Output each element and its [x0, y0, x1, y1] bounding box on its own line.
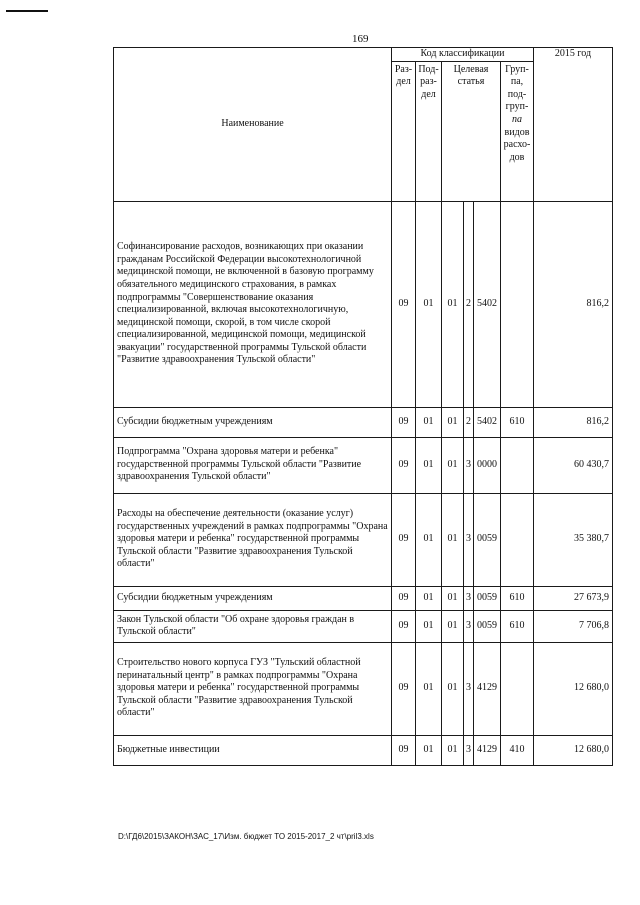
row-subsection: 01: [416, 735, 442, 765]
row-target-part2: 2: [464, 407, 474, 437]
header-expense-group-tail: видов расхо- дов: [503, 126, 531, 163]
row-target-part2: 3: [464, 586, 474, 610]
row-target-part1: 01: [442, 437, 464, 493]
row-target-part3: 0059: [474, 586, 501, 610]
row-section: 09: [392, 735, 416, 765]
row-subsection: 01: [416, 642, 442, 735]
row-target-part2: 2: [464, 201, 474, 407]
header-expense-group: [501, 61, 534, 201]
table-row: [114, 201, 613, 407]
row-target-part3: 5402: [474, 407, 501, 437]
row-target-part2: 3: [464, 642, 474, 735]
row-target-part3: 0000: [474, 437, 501, 493]
row-target-part1: 01: [442, 407, 464, 437]
row-amount: 7 706,8: [534, 610, 613, 642]
table-row: [114, 735, 613, 765]
row-amount: 27 673,9: [534, 586, 613, 610]
row-target-part1: 01: [442, 735, 464, 765]
row-target-part2: 3: [464, 493, 474, 586]
row-name: Бюджетные инвестиции: [114, 735, 392, 765]
row-subsection: 01: [416, 407, 442, 437]
row-subsection: 01: [416, 493, 442, 586]
row-target-part2: 3: [464, 437, 474, 493]
row-amount: 816,2: [534, 407, 613, 437]
row-subsection: 01: [416, 201, 442, 407]
header-year: 2015 год: [534, 48, 613, 202]
row-target-part3: 0059: [474, 610, 501, 642]
header-code-group: Код классификации: [392, 48, 534, 62]
row-name: Закон Тульской области "Об охране здоровья граждан в Тульской области": [114, 610, 392, 642]
row-name: Подпрограмма "Охрана здоровья матери и ребенка" государственной программы Тульской области "Развитие здравоохранения Тульской области": [114, 437, 392, 493]
header-name-cell: [114, 48, 392, 202]
top-rule: [6, 10, 48, 12]
row-target-part2: 3: [464, 735, 474, 765]
row-expense-group: [501, 201, 534, 407]
row-section: 09: [392, 610, 416, 642]
row-amount: 60 430,7: [534, 437, 613, 493]
footer-file-path: D:\ГД6\2015\ЗАКОН\ЗАС_17\Изм. бюджет ТО 2015-2017_2 чт\pril3.xls: [118, 832, 374, 841]
row-expense-group: [501, 493, 534, 586]
row-section: 09: [392, 493, 416, 586]
row-amount: 12 680,0: [534, 735, 613, 765]
row-target-part2: 3: [464, 610, 474, 642]
row-subsection: 01: [416, 586, 442, 610]
row-name: Расходы на обеспечение деятельности (оказание услуг) государственных учреждений в рамках подпрограммы "Охрана здоровья матери и ребенка" государственной программы Тульской области "Развитие здравоохранения Тульской области": [114, 493, 392, 586]
row-name: Софинансирование расходов, возникающих при оказании гражданам Российской Федерации высокотехнологичной медицинской помощи, не включенной в базовую программу обязательного медицинского страхования, в рамках подпрограммы "Совершенствование оказания специализированной, включая высокотехнологичную, медицинской помощи, скорой, в том числе скорой специализированной, медицинской помощи, медицинской эвакуации" государственной программы Тульской области "Развитие здравоохранения Тульской области": [114, 201, 392, 407]
header-subsection: Под- раз- дел: [416, 61, 442, 201]
table-row: [114, 586, 613, 610]
header-expense-group-label: Груп- па, под- груп-: [505, 63, 529, 113]
row-name: Субсидии бюджетным учреждениям: [114, 586, 392, 610]
header-name-label: Наименование: [221, 118, 284, 129]
row-expense-group: [501, 642, 534, 735]
table-row: [114, 407, 613, 437]
row-section: 09: [392, 201, 416, 407]
table-row: [114, 642, 613, 735]
row-expense-group: 410: [501, 735, 534, 765]
row-expense-group: 610: [501, 586, 534, 610]
table-row: [114, 437, 613, 493]
row-section: 09: [392, 586, 416, 610]
row-section: 09: [392, 642, 416, 735]
header-expense-group-italic: па: [512, 113, 522, 125]
row-amount: 12 680,0: [534, 642, 613, 735]
row-expense-group: 610: [501, 407, 534, 437]
budget-table: [113, 47, 613, 766]
table-row: [114, 610, 613, 642]
row-target-part1: 01: [442, 642, 464, 735]
row-target-part1: 01: [442, 201, 464, 407]
row-section: 09: [392, 407, 416, 437]
row-expense-group: [501, 437, 534, 493]
row-target-part1: 01: [442, 493, 464, 586]
row-target-part1: 01: [442, 586, 464, 610]
row-target-part1: 01: [442, 610, 464, 642]
row-subsection: 01: [416, 610, 442, 642]
row-expense-group: 610: [501, 610, 534, 642]
header-section: Раз- дел: [392, 61, 416, 201]
row-name: Строительство нового корпуса ГУЗ "Тульский областной перинатальный центр" в рамках подпрограммы "Охрана здоровья матери и ребенка" государственной программы Тульской области "Развитие здравоохранения Тульской области": [114, 642, 392, 735]
row-amount: 816,2: [534, 201, 613, 407]
row-target-part3: 0059: [474, 493, 501, 586]
row-name: Субсидии бюджетным учреждениям: [114, 407, 392, 437]
row-target-part3: 5402: [474, 201, 501, 407]
row-subsection: 01: [416, 437, 442, 493]
header-target-item: Целевая статья: [442, 61, 501, 201]
row-section: 09: [392, 437, 416, 493]
row-amount: 35 380,7: [534, 493, 613, 586]
table-row: [114, 493, 613, 586]
page-number: 169: [352, 33, 369, 45]
row-target-part3: 4129: [474, 735, 501, 765]
row-target-part3: 4129: [474, 642, 501, 735]
